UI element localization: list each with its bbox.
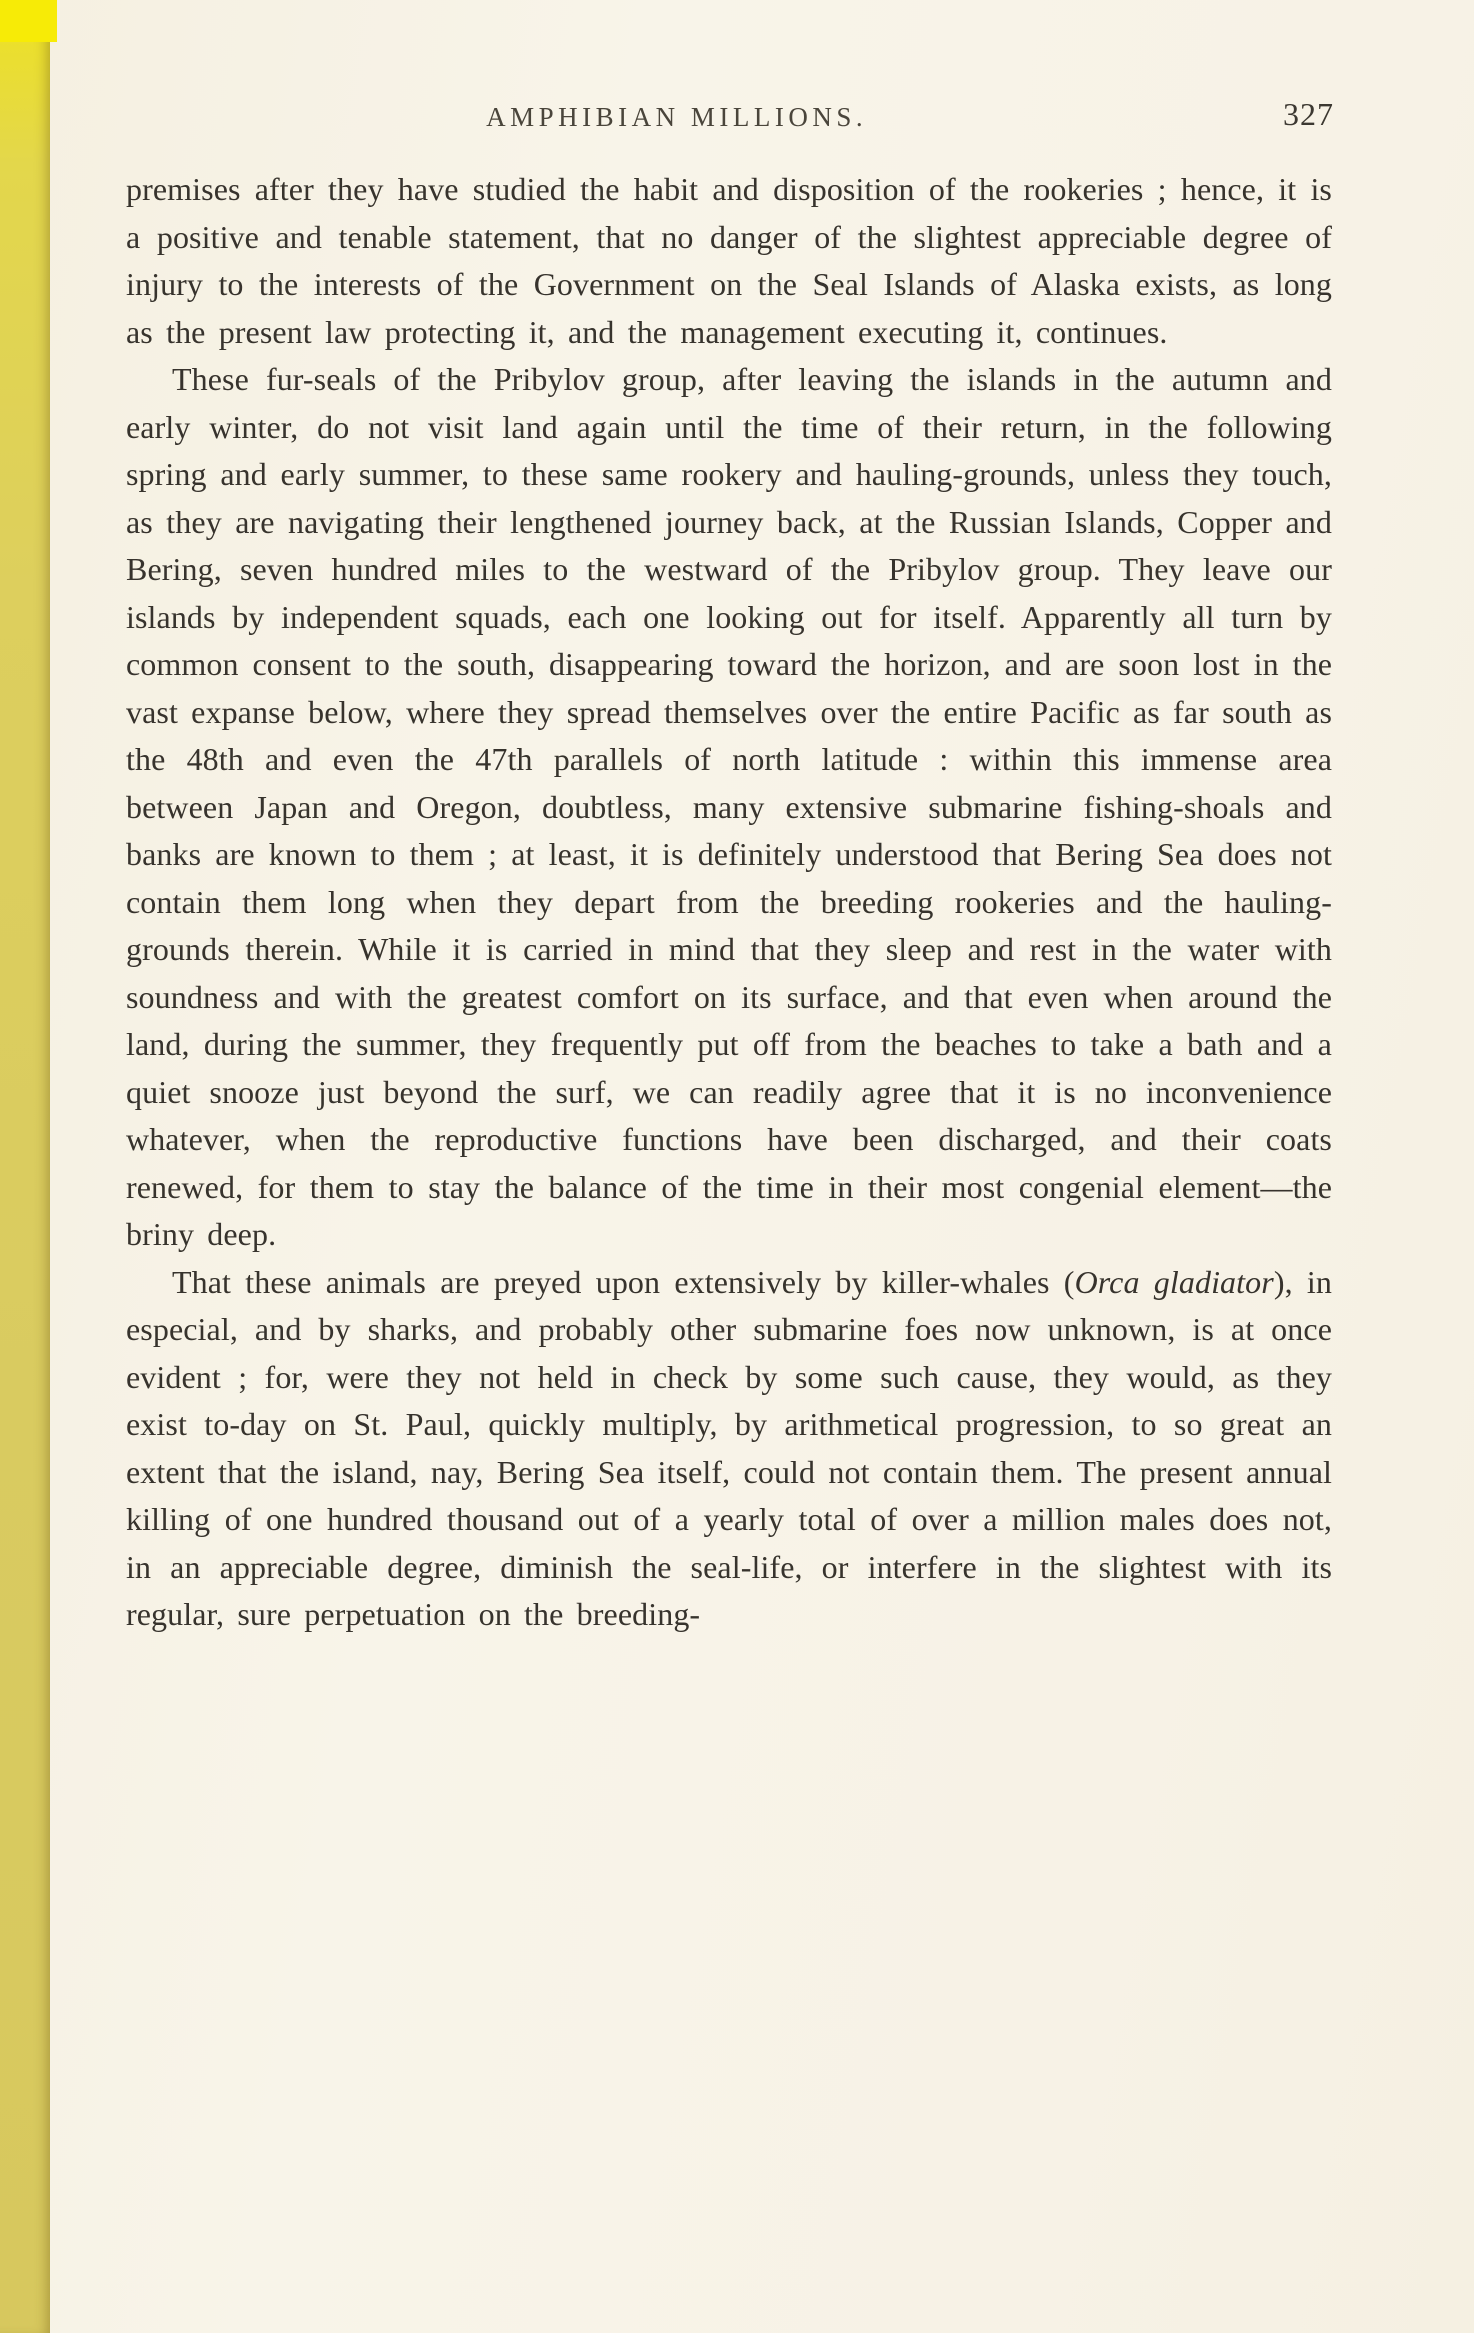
italic-text: Orca gladiator — [1074, 1263, 1274, 1300]
paragraph — [126, 356, 1332, 1259]
book-edge-strip — [0, 0, 50, 2333]
page-number: 327 — [1283, 96, 1334, 132]
text-segment: premises after they have studied the habit and disposition of the rookeries ; hence, it is a positive and tenable statement, that no danger of the slightest appreciable degree of injury to the interests of the Government on the Seal Islands of Alaska exists, as long as the present law protecting it, and the management executing it, continues. — [126, 171, 1332, 350]
text-segment: That these animals are preyed upon extensively by killer-whales ( — [172, 1263, 1075, 1300]
running-title: AMPHIBIAN MILLIONS. — [486, 102, 868, 132]
page-header — [126, 94, 1334, 144]
paragraph — [126, 1259, 1332, 1639]
text-segment: These fur-seals of the Pribylov group, after leaving the islands in the autumn and early winter, do not visit land again until the time of their return, in the following spring and early summer, to these same rookery and hauling-grounds, unless they touch, as they are navigating their lengthened journey back, at the Russian Islands, Copper and Bering, seven hundred miles to the westward of the Pribylov group. They leave our islands by independent squads, each one looking out for itself. Apparently all turn by common consent to the south, disappearing toward the horizon, and are soon lost in the vast expanse below, where they spread themselves over the entire Pacific as far south as the 48th and even the 47th parallels of north latitude : within this immense area between Japan and Oregon, doubtless, many extensive submarine fishing-shoals and banks are known to them ; at least, it is definitely understood that Bering Sea does not contain them long when they depart from the breeding rookeries and the hauling-grounds therein. While it is carried in mind that they sleep and rest in the water with soundness and with the greatest comfort on its surface, and that even when around the land, during the summer, they frequently put off from the beaches to take a bath and a quiet snooze just beyond the surf, we can readily agree that it is no inconvenience whatever, when the reproductive functions have been discharged, and their coats renewed, for them to stay the balance of the time in their most congenial element—the briny deep. — [126, 361, 1332, 1252]
paragraph — [126, 166, 1332, 356]
text-segment: ), in especial, and by sharks, and probably other submarine foes now unknown, is at once evident ; for, were they not held in check by some such cause, they would, as they exist to-day on St. Paul, quickly multiply, by arithmetical progression, to so great an extent that the island, nay, Bering Sea itself, could not contain them. The present annual killing of one hundred thousand out of a yearly total of over a million males does not, in an appreciable degree, diminish the seal-life, or interfere in the slightest with its regular, sure perpetuation on the breeding- — [126, 1263, 1332, 1632]
page-body — [126, 166, 1332, 1639]
